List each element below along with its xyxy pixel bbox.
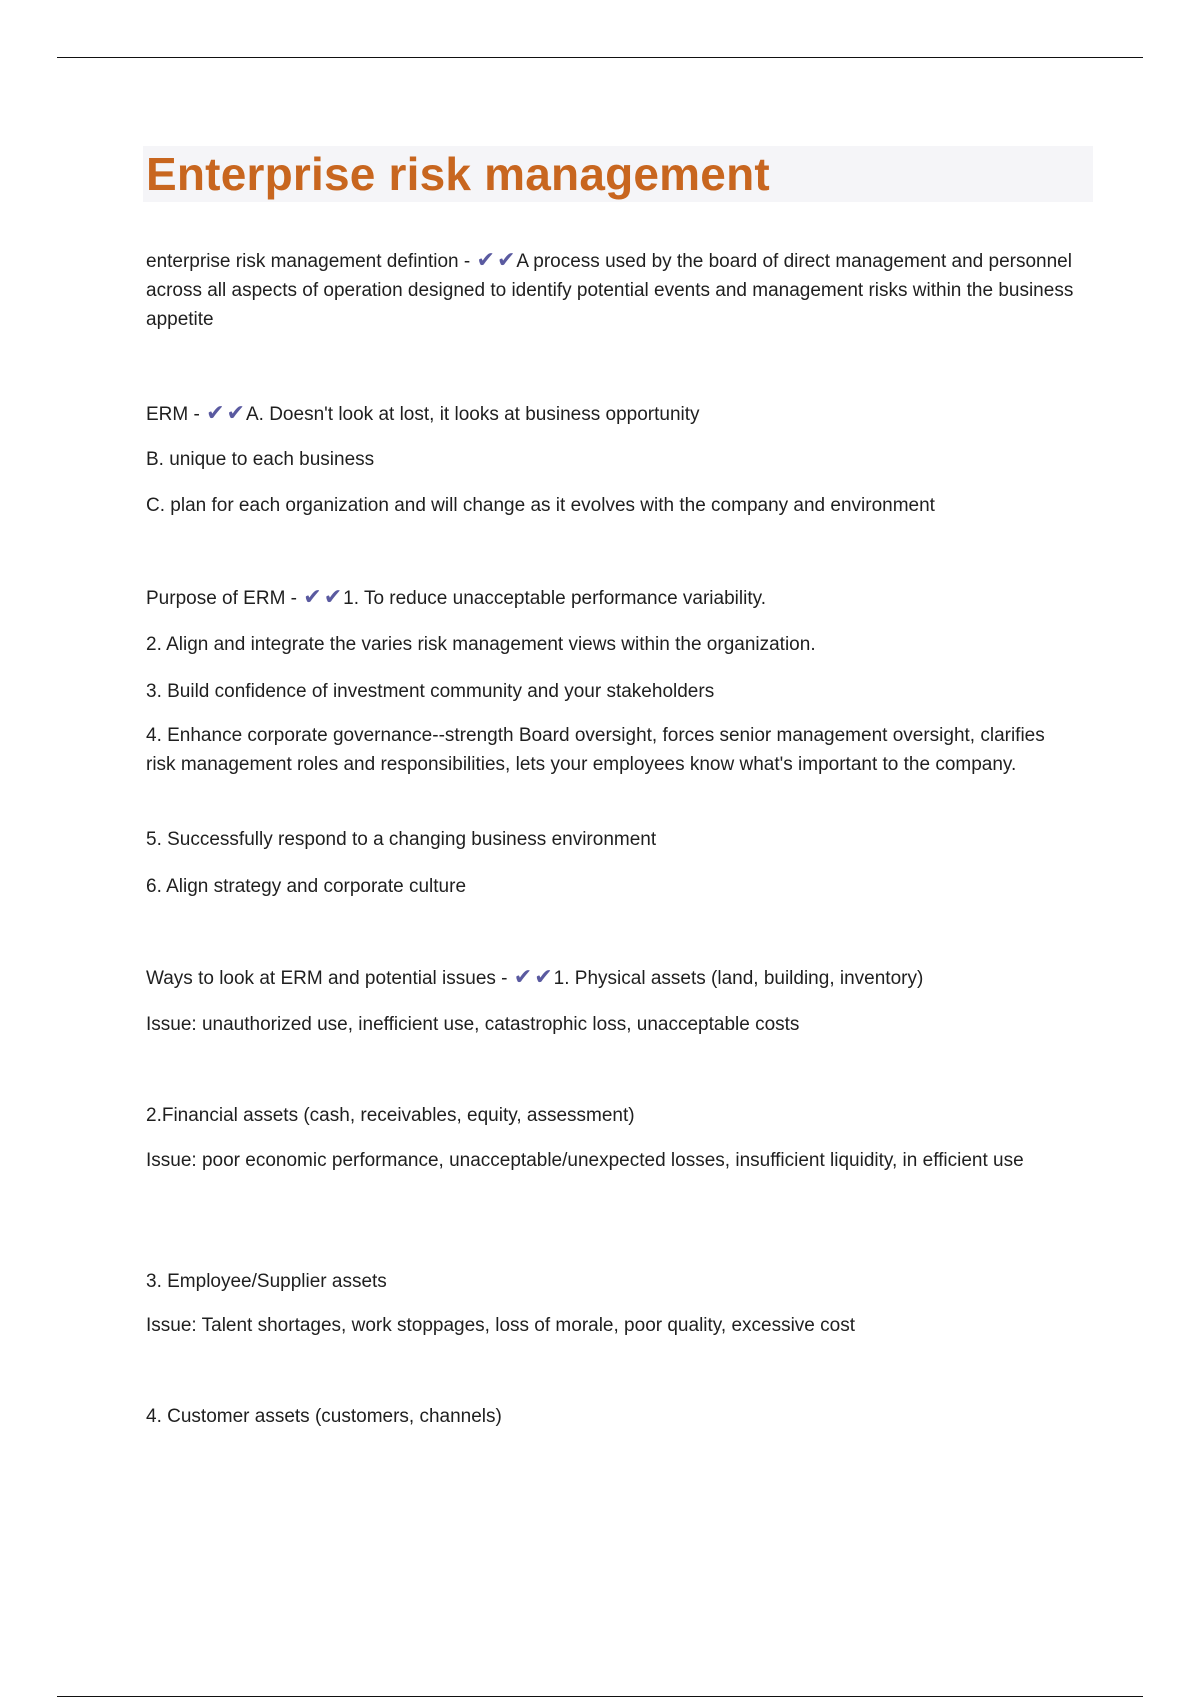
check-icon: ✔	[206, 400, 225, 425]
top-divider	[57, 57, 1143, 58]
flashcard-definition	[146, 247, 1076, 334]
list-item: Issue: poor economic performance, unacceptable/unexpected losses, insufficient liquidity, in efficient use	[146, 1150, 1024, 1171]
answer-text: 1. To reduce unacceptable performance variability.	[343, 588, 766, 609]
term-text: Ways to look at ERM and potential issues -	[146, 968, 508, 989]
check-icon: ✔	[226, 400, 245, 425]
term-text: enterprise risk management defintion -	[146, 251, 471, 272]
check-icons	[513, 964, 554, 989]
flashcard-erm	[146, 400, 1076, 429]
answer-text: 1. Physical assets (land, building, inventory)	[553, 968, 924, 989]
list-item: 3. Employee/Supplier assets	[146, 1271, 387, 1292]
list-item: Issue: Talent shortages, work stoppages, loss of morale, poor quality, excessive cost	[146, 1315, 855, 1336]
check-icons	[205, 400, 246, 425]
list-item: 4. Enhance corporate governance--strength Board oversight, forces senior management oversight, clarifies risk management roles and responsibilities, lets your employees know what's important to the company.	[146, 725, 1045, 775]
list-item: 4. Customer assets (customers, channels)	[146, 1406, 502, 1427]
list-item: 2. Align and integrate the varies risk management views within the organization.	[146, 634, 816, 655]
check-icons	[302, 584, 343, 609]
check-icon: ✔	[476, 247, 495, 272]
check-icon: ✔	[303, 584, 322, 609]
list-item: 2.Financial assets (cash, receivables, equity, assessment)	[146, 1105, 635, 1126]
term-text: ERM -	[146, 404, 200, 425]
answer-text: A. Doesn't look at lost, it looks at business opportunity	[245, 404, 700, 425]
check-icon: ✔	[323, 584, 343, 609]
answer-text: A process used by the board of direct management and personnel across all aspects of operation designed to identify potential events and management risks within the business appetite	[146, 251, 1074, 330]
list-item: Issue: unauthorized use, inefficient use, catastrophic loss, unacceptable costs	[146, 1014, 800, 1035]
check-icon: ✔	[534, 964, 553, 989]
flashcard-purpose	[146, 584, 1076, 613]
list-item: 6. Align strategy and corporate culture	[146, 876, 467, 897]
list-item: C. plan for each organization and will change as it evolves with the company and environment	[146, 495, 935, 516]
page-title: Enterprise risk management	[146, 148, 770, 200]
flashcard-ways	[146, 964, 1076, 993]
term-text: Purpose of ERM -	[146, 588, 297, 609]
check-icon: ✔	[513, 964, 533, 989]
bottom-divider	[57, 1696, 1143, 1697]
check-icons	[476, 247, 517, 272]
list-item: 3. Build confidence of investment community and your stakeholders	[146, 681, 715, 702]
check-icon: ✔	[496, 247, 516, 272]
list-item: 5. Successfully respond to a changing business environment	[146, 829, 657, 850]
list-item: B. unique to each business	[146, 449, 375, 470]
